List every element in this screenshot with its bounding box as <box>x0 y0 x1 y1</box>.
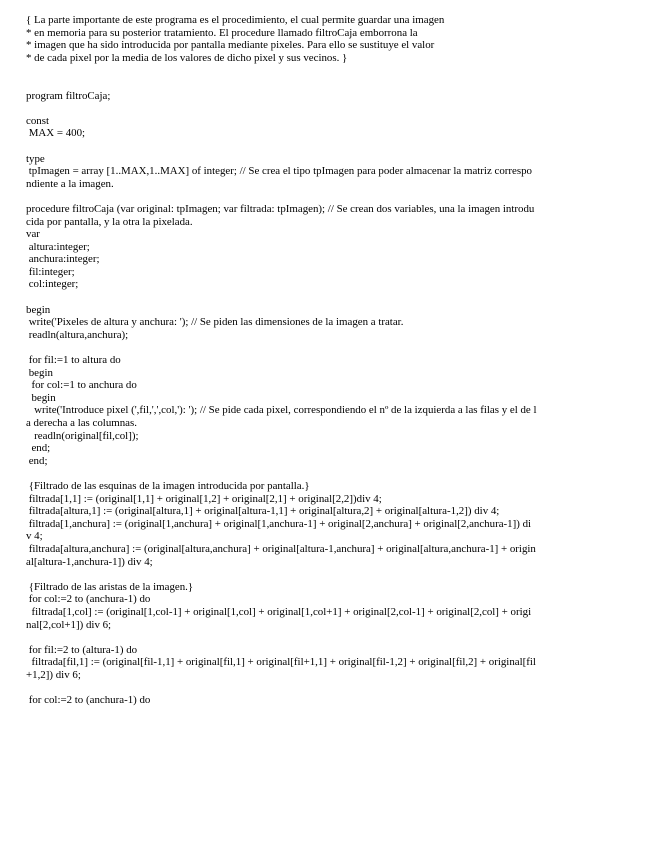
code-line: * en memoria para su posterior tratamiento. El procedure llamado filtroCaja emborrona la <box>26 26 418 39</box>
blank-line <box>26 102 632 115</box>
code-line: begin <box>26 366 53 379</box>
blank-line <box>26 681 632 694</box>
code-line: { La parte importante de este programa es el procedimiento, el cual permite guardar una imagen <box>26 14 445 26</box>
code-line: filtrada[1,1] := (original[1,1] + original[1,2] + original[2,1] + original[2,2])div 4; <box>26 492 382 505</box>
code-line: filtrada[1,anchura] := (original[1,anchura] + original[1,anchura-1] + original[2,anchura] + original[2,anchura-1]) di <box>26 517 532 530</box>
code-line: col:integer; <box>26 278 79 291</box>
blank-line <box>26 467 632 480</box>
code-line: * imagen que ha sido introducida por pantalla mediante pixeles. Para ello se sustituye el valor <box>26 39 435 52</box>
code-line: {Filtrado de las aristas de la imagen.} <box>26 580 194 593</box>
code-line: al[altura-1,anchura-1]) div 4; <box>26 555 153 568</box>
blank-line <box>26 568 632 581</box>
code-line: write('Pixeles de altura y anchura: '); // Se piden las dimensiones de la imagen a tratar. <box>26 316 404 329</box>
blank-line <box>26 190 632 203</box>
blank-line <box>26 77 632 90</box>
code-line: program filtroCaja; <box>26 89 111 102</box>
code-line: nal[2,col+1]) div 6; <box>26 618 112 631</box>
code-line: var <box>26 228 40 241</box>
code-line: end; <box>26 454 48 467</box>
code-line: altura:integer; <box>26 240 90 253</box>
code-line: a derecha a las columnas. <box>26 417 137 429</box>
code-line: filtrada[altura,anchura] := (original[altura,anchura] + original[altura-1,anchura] + original[altura,anchura-1] + origin <box>26 542 536 555</box>
code-line: const <box>26 114 49 127</box>
code-line: begin <box>26 391 56 404</box>
code-line: fil:integer; <box>26 265 75 278</box>
code-line: for col:=1 to anchura do <box>26 379 137 392</box>
code-line: type <box>26 152 45 165</box>
code-line: for col:=2 to (anchura-1) do <box>26 694 151 707</box>
code-line: write('Introduce pixel (',fil,',',col,'): '); // Se pide cada pixel, correspondiendo el nº de la izquierda a las filas y el de l <box>26 404 537 417</box>
blank-line <box>26 64 632 77</box>
code-line: for col:=2 to (anchura-1) do <box>26 593 151 606</box>
document-page <box>26 14 632 707</box>
code-line: readln(altura,anchura); <box>26 328 129 341</box>
code-line: {Filtrado de las esquinas de la imagen introducida por pantalla.} <box>26 479 310 492</box>
code-line: v 4; <box>26 530 43 543</box>
blank-line <box>26 140 632 153</box>
code-line: filtrada[1,col] := (original[1,col-1] + original[1,col] + original[1,col+1] + original[2,col-1] + original[2,col] + origi <box>26 605 532 618</box>
blank-line <box>26 291 632 304</box>
code-line: procedure filtroCaja (var original: tpImagen; var filtrada: tpImagen); // Se crean dos variables, una la imagen introdu <box>26 202 535 215</box>
code-line: begin <box>26 303 51 316</box>
code-line: tpImagen = array [1..MAX,1..MAX] of integer; // Se crea el tipo tpImagen para poder almacenar la matriz correspo <box>26 165 533 178</box>
code-line: readln(original[fil,col]); <box>26 429 139 442</box>
code-line: end; <box>26 442 51 455</box>
blank-line <box>26 631 632 644</box>
code-line: * de cada pixel por la media de los valores de dicho pixel y sus vecinos. } <box>26 51 348 64</box>
code-line: ndiente a la imagen. <box>26 177 114 190</box>
code-line: anchura:integer; <box>26 253 100 266</box>
code-line: filtrada[altura,1] := (original[altura,1] + original[altura-1,1] + original[altura,2] + original[altura-1,2]) div 4; <box>26 505 500 518</box>
blank-line <box>26 341 632 354</box>
code-line: +1,2]) div 6; <box>26 668 81 681</box>
code-line: for fil:=1 to altura do <box>26 354 121 367</box>
code-line: cida por pantalla, y la otra la pixelada. <box>26 215 193 228</box>
code-line: filtrada[fil,1] := (original[fil-1,1] + original[fil,1] + original[fil+1,1] + original[fil-1,2] + original[fil,2] + original[fil <box>26 656 536 669</box>
code-line: for fil:=2 to (altura-1) do <box>26 643 138 656</box>
code-line: MAX = 400; <box>26 127 86 140</box>
